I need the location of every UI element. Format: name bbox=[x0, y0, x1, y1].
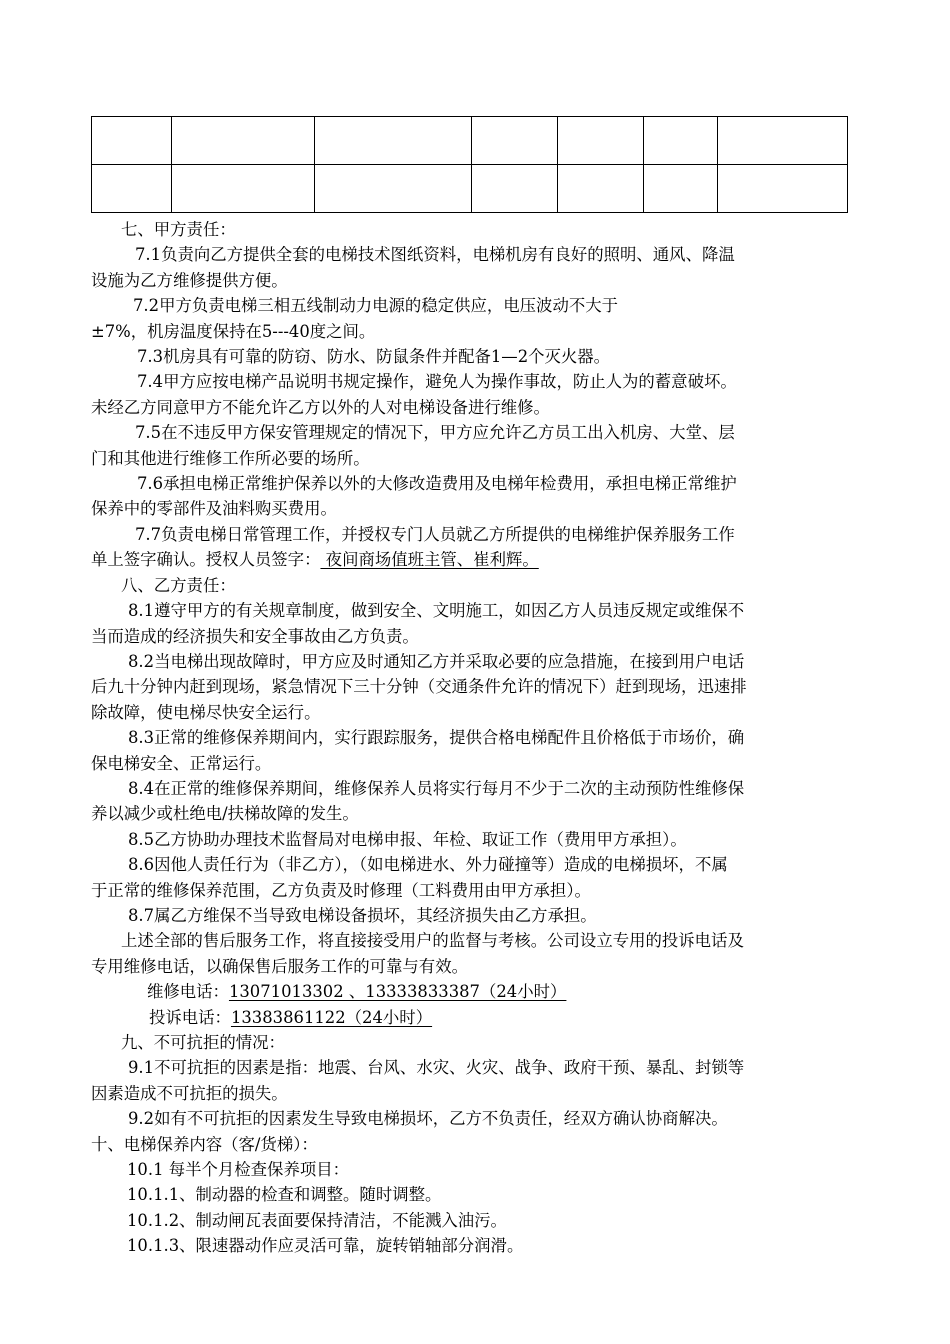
table-cell bbox=[558, 165, 644, 213]
table-cell bbox=[644, 117, 718, 165]
text-line bbox=[91, 1081, 861, 1106]
table-cell bbox=[172, 117, 315, 165]
line-text: 7.3机房具有可靠的防窃、防水、防鼠条件并配备1—2个灭火器。 bbox=[137, 347, 611, 367]
text-line bbox=[91, 496, 861, 521]
text-line bbox=[91, 928, 861, 953]
line-text: 后九十分钟内赶到现场，紧急情况下三十分钟（交通条件允许的情况下）赶到现场，迅速排 bbox=[91, 677, 747, 697]
text-line bbox=[91, 471, 861, 496]
text-line bbox=[91, 776, 861, 801]
line-text: 7.2甲方负责电梯三相五线制动力电源的稳定供应，电压波动不大于 bbox=[133, 296, 619, 316]
text-line bbox=[91, 801, 861, 826]
line-text: 上述全部的售后服务工作，将直接接受用户的监督与考核。公司设立专用的投诉电话及 bbox=[121, 931, 744, 951]
table-cell bbox=[718, 165, 848, 213]
table-body bbox=[92, 117, 848, 213]
text-line bbox=[91, 1157, 861, 1182]
line-text: 养以减少或杜绝电/扶梯故障的发生。 bbox=[91, 804, 359, 824]
line-text: 8.3正常的维修保养期间内，实行跟踪服务，提供合格电梯配件且价格低于市场价，确 bbox=[128, 728, 745, 748]
underlined-value: 13071013302 、13333833387（24小时） bbox=[228, 982, 567, 1002]
text-line bbox=[91, 319, 861, 344]
line-text: 保养中的零部件及油料购买费用。 bbox=[91, 499, 337, 519]
line-text: 保电梯安全、正常运行。 bbox=[91, 753, 272, 773]
line-text: 8.2当电梯出现故障时，甲方应及时通知乙方并采取必要的应急措施，在接到用户电话 bbox=[128, 651, 745, 671]
table-cell bbox=[558, 117, 644, 165]
line-text: 10.1.3、限速器动作应灵活可靠，旋转销轴部分润滑。 bbox=[127, 1236, 524, 1256]
line-text: 单上签字确认。授权人员签字： bbox=[91, 550, 321, 570]
text-line bbox=[91, 1055, 861, 1080]
table-row bbox=[92, 165, 848, 213]
line-text: ±7%，机房温度保持在5---40度之间。 bbox=[91, 321, 376, 341]
text-line bbox=[91, 217, 861, 242]
table-cell bbox=[472, 165, 558, 213]
line-text: 门和其他进行维修工作所必要的场所。 bbox=[91, 448, 370, 468]
line-text: 8.4在正常的维修保养期间，维修保养人员将实行每月不少于二次的主动预防性维修保 bbox=[128, 778, 745, 798]
text-line bbox=[91, 344, 861, 369]
text-line bbox=[91, 547, 861, 572]
table-cell bbox=[718, 117, 848, 165]
text-line bbox=[91, 573, 861, 598]
line-text: 7.1负责向乙方提供全套的电梯技术图纸资料，电梯机房有良好的照明、通风、降温 bbox=[135, 245, 735, 265]
text-line bbox=[91, 1233, 861, 1258]
text-line bbox=[91, 395, 861, 420]
text-line bbox=[91, 700, 861, 725]
text-line bbox=[91, 522, 861, 547]
text-line bbox=[91, 954, 861, 979]
line-text: 投诉电话： bbox=[149, 1007, 231, 1027]
text-line bbox=[91, 1106, 861, 1131]
line-text: 9.1不可抗拒的因素是指：地震、台风、水灾、火灾、战争、政府干预、暴乱、封锁等 bbox=[128, 1058, 745, 1078]
line-text: 因素造成不可抗拒的损失。 bbox=[91, 1083, 288, 1103]
table-cell bbox=[315, 117, 472, 165]
line-text: 除故障，使电梯尽快安全运行。 bbox=[91, 702, 321, 722]
line-text: 设施为乙方维修提供方便。 bbox=[91, 270, 288, 290]
line-text: 于正常的维修保养范围，乙方负责及时修理（工料费用由甲方承担）。 bbox=[91, 880, 591, 900]
text-line bbox=[91, 624, 861, 649]
text-line bbox=[91, 420, 861, 445]
text-line bbox=[91, 1030, 861, 1055]
text-line bbox=[91, 1182, 861, 1207]
line-text: 7.5在不违反甲方保安管理规定的情况下，甲方应允许乙方员工出入机房、大堂、层 bbox=[135, 423, 735, 443]
text-line bbox=[91, 725, 861, 750]
table-row bbox=[92, 117, 848, 165]
text-line bbox=[91, 369, 861, 394]
text-line bbox=[91, 598, 861, 623]
table-cell bbox=[315, 165, 472, 213]
line-text: 10.1.2、制动闸瓦表面要保持清洁，不能溅入油污。 bbox=[127, 1210, 507, 1230]
underlined-value: 13383861122（24小时） bbox=[230, 1007, 433, 1027]
text-line bbox=[91, 649, 861, 674]
text-line bbox=[91, 827, 861, 852]
text-line bbox=[91, 1005, 861, 1030]
text-line bbox=[91, 268, 861, 293]
line-text: 8.7属乙方维保不当导致电梯设备损坏，其经济损失由乙方承担。 bbox=[128, 905, 597, 925]
underlined-value: 夜间商场值班主管、崔利辉。 bbox=[320, 550, 539, 570]
line-text: 8.6因他人责任行为（非乙方），（如电梯进水、外力碰撞等）造成的电梯损坏，不属 bbox=[128, 855, 728, 875]
text-line bbox=[91, 1132, 861, 1157]
blank-table bbox=[91, 116, 848, 213]
line-text: 八、乙方责任： bbox=[121, 575, 236, 595]
line-text: 7.7负责电梯日常管理工作，并授权专门人员就乙方所提供的电梯维护保养服务工作 bbox=[135, 524, 735, 544]
line-text: 9.2如有不可抗拒的因素发生导致电梯损坏，乙方不负责任，经双方确认协商解决。 bbox=[128, 1109, 728, 1129]
table-cell bbox=[644, 165, 718, 213]
line-text: 7.6承担电梯正常维护保养以外的大修改造费用及电梯年检费用，承担电梯正常维护 bbox=[137, 474, 737, 494]
line-text: 当而造成的经济损失和安全事故由乙方负责。 bbox=[91, 626, 419, 646]
line-text: 10.1 每半个月检查保养项目： bbox=[127, 1160, 350, 1180]
contract-body bbox=[91, 217, 861, 1259]
text-line bbox=[91, 293, 861, 318]
text-line bbox=[91, 674, 861, 699]
text-line bbox=[91, 1208, 861, 1233]
line-text: 七、甲方责任： bbox=[121, 220, 236, 239]
line-text: 专用维修电话，以确保售后服务工作的可靠与有效。 bbox=[91, 956, 468, 976]
line-text: 九、不可抗拒的情况： bbox=[121, 1033, 285, 1052]
table-cell bbox=[172, 165, 315, 213]
text-line bbox=[91, 903, 861, 928]
text-line bbox=[91, 852, 861, 877]
line-text: 8.1遵守甲方的有关规章制度，做到安全、文明施工，如因乙方人员违反规定或维保不 bbox=[128, 601, 745, 621]
table-cell bbox=[472, 117, 558, 165]
line-text: 维修电话： bbox=[147, 982, 229, 1002]
line-text: 8.5乙方协助办理技术监督局对电梯申报、年检、取证工作（费用甲方承担）。 bbox=[128, 829, 687, 849]
line-text: 十、电梯保养内容（客/货梯）： bbox=[91, 1134, 318, 1154]
line-text: 10.1.1、制动器的检查和调整。随时调整。 bbox=[127, 1185, 442, 1205]
text-line bbox=[91, 242, 861, 267]
line-text: 未经乙方同意甲方不能允许乙方以外的人对电梯设备进行维修。 bbox=[91, 397, 550, 417]
text-line bbox=[91, 751, 861, 776]
text-line bbox=[91, 979, 861, 1004]
text-line bbox=[91, 446, 861, 471]
table-cell bbox=[92, 117, 172, 165]
text-line bbox=[91, 878, 861, 903]
table-cell bbox=[92, 165, 172, 213]
line-text: 7.4甲方应按电梯产品说明书规定操作，避免人为操作事故，防止人为的蓄意破坏。 bbox=[137, 372, 737, 392]
